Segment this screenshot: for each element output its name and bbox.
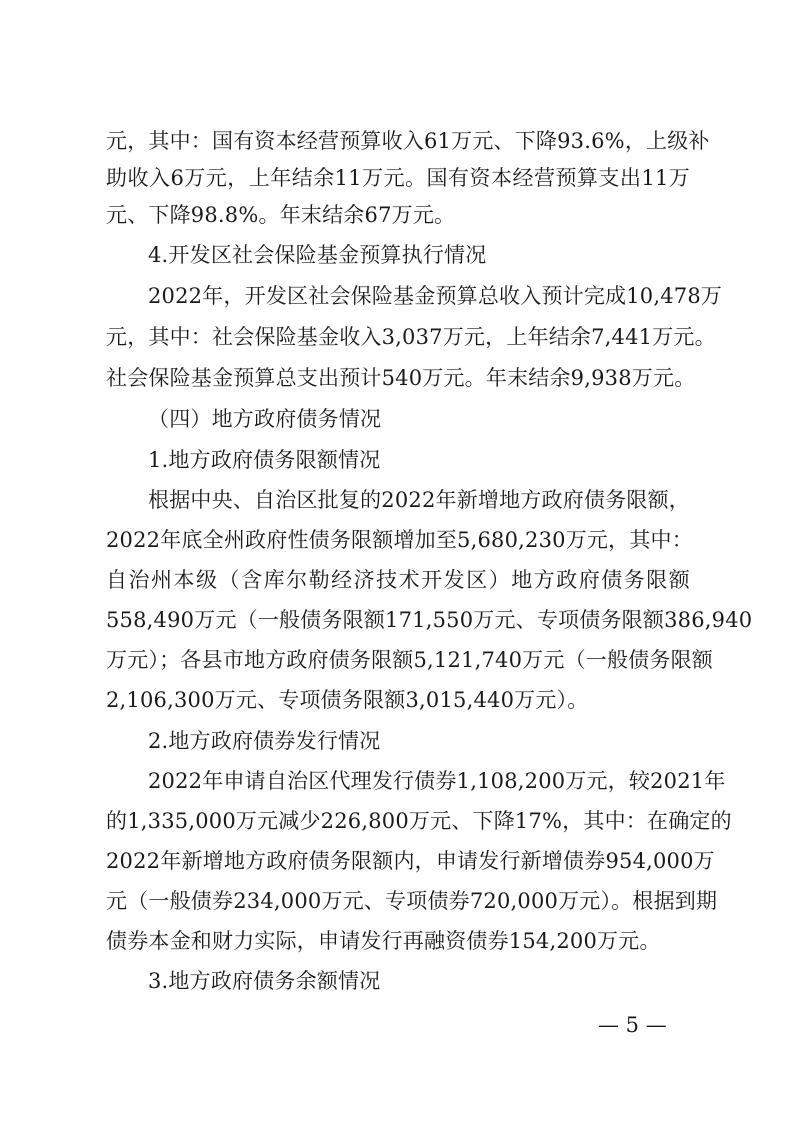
text-line: 2,106,300万元、专项债务限额3,015,440万元）。 <box>106 688 589 712</box>
text-line: 2022年，开发区社会保险基金预算总收入预计完成10,478万 <box>148 284 723 308</box>
text-line: 2022年新增地方政府债务限额内，申请发行新增债券954,000万 <box>106 849 715 873</box>
section-heading: 1.地方政府债务限额情况 <box>148 448 381 472</box>
text-line: 元，其中：国有资本经营预算收入61万元、下降93.6%，上级补 <box>106 129 710 153</box>
text-line: 根据中央、自治区批复的2022年新增地方政府债务限额， <box>148 488 690 512</box>
section-heading: 3.地方政府债务余额情况 <box>148 969 381 993</box>
text-line: 助收入6万元，上年结余11万元。国有资本经营预算支出11万 <box>106 166 690 190</box>
section-heading: 2.地方政府债券发行情况 <box>148 729 381 753</box>
text-line: 元（一般债券234,000万元、专项债券720,000万元）。根据到期 <box>106 889 718 913</box>
text-line: 2022年申请自治区代理发行债券1,108,200万元，较2021年 <box>148 769 726 793</box>
text-line: 元，其中：社会保险基金收入3,037万元，上年结余7,441万元。 <box>106 325 716 349</box>
text-line: 社会保险基金预算总支出预计540万元。年末结余9,938万元。 <box>106 366 696 390</box>
section-heading: （四）地方政府债务情况 <box>148 407 382 431</box>
text-line: 万元）；各县市地方政府债务限额5,121,740万元（一般债务限额 <box>106 648 713 672</box>
text-line: 558,490万元（一般债务限额171,550万元、专项债务限额386,940 <box>106 608 753 632</box>
text-line: 元、下降98.8%。年末结余67万元。 <box>106 203 456 227</box>
text-line: 2022年底全州政府性债务限额增加至5,680,230万元，其中： <box>106 528 693 552</box>
text-line: 的1,335,000万元减少226,800万元、下降17%，其中：在确定的 <box>106 809 732 833</box>
page-number: — 5 — <box>598 1013 667 1037</box>
text-line: 自治州本级（含库尔勒经济技术开发区）地方政府债务限额 <box>106 568 690 592</box>
section-heading: 4.开发区社会保险基金预算执行情况 <box>148 243 487 267</box>
text-line: 债券本金和财力实际，申请发行再融资债券154,200万元。 <box>106 929 661 953</box>
